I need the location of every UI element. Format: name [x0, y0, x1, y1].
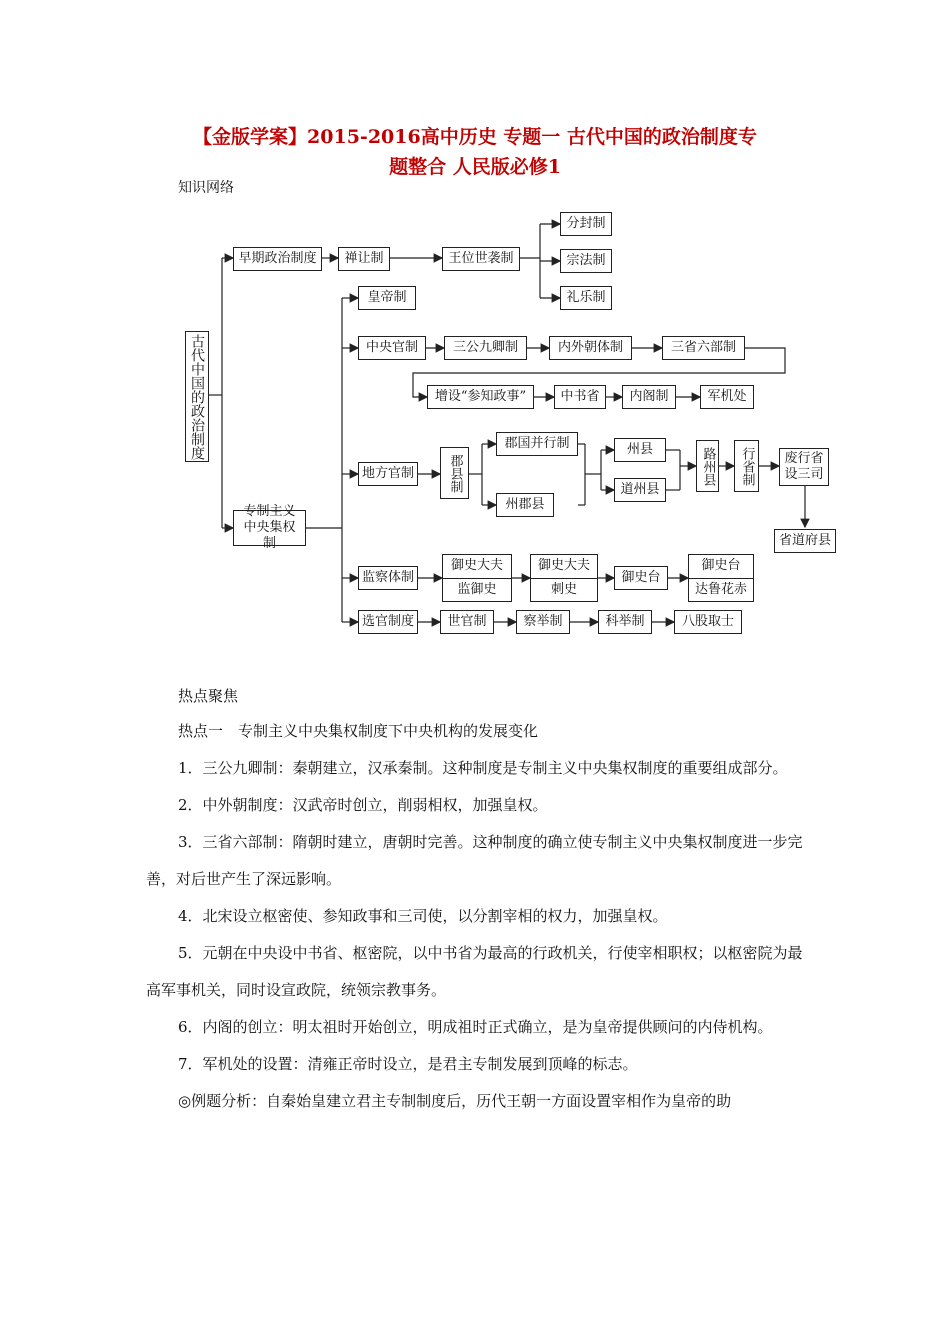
node-jiancha: 监察体制 — [358, 566, 418, 590]
node-zhoujun: 州郡县 — [496, 493, 554, 517]
node-xingsheng: 行省制 — [734, 440, 759, 492]
hot-topic-items — [146, 750, 816, 1120]
node-yushitai-yuan — [688, 554, 754, 602]
item-4: 4．北宋设立枢密使、参知政事和三司使，以分割宰相的权力，加强皇权。 — [178, 907, 668, 925]
document-title-line1: 【金版学案】2015-2016高中历史 专题一 古代中国的政治制度专 — [193, 126, 757, 148]
node-yushi-han-top: 御史大夫 — [537, 558, 590, 574]
node-junxian: 郡县制 — [440, 447, 469, 499]
node-junguo: 郡国并行制 — [496, 432, 578, 456]
node-yushi-qin-top: 御史大夫 — [450, 558, 503, 574]
node-huangdi: 皇帝制 — [358, 286, 416, 310]
section-knowledge-network: 知识网络 — [178, 180, 234, 196]
node-daozhou: 道州县 — [614, 478, 666, 502]
node-feixing: 废行省设三司 — [779, 448, 829, 486]
node-early-political: 早期政治制度 — [233, 247, 322, 271]
item-1: 1．三公九卿制：秦朝建立，汉承秦制。这种制度是专制主义中央集权制度的重要组成部分。 — [178, 759, 788, 777]
node-yushi-qin-bottom: 监御史 — [443, 578, 511, 602]
node-wangwei: 王位世袭制 — [442, 247, 520, 271]
hot-topic-1-heading: 热点一 专制主义中央集权制度下中央机构的发展变化 — [178, 722, 539, 740]
node-shengdao: 省道府县 — [774, 529, 836, 553]
node-fenfeng: 分封制 — [560, 212, 612, 236]
node-junji: 军机处 — [700, 385, 754, 409]
node-yushi-qin — [442, 554, 512, 602]
item-2: 2．中外朝制度：汉武帝时创立，削弱相权，加强皇权。 — [178, 796, 548, 814]
node-keju: 科举制 — [598, 610, 652, 634]
node-zhouxian: 州县 — [614, 438, 666, 462]
node-liyue: 礼乐制 — [560, 286, 612, 310]
node-yushitai-yuan-top: 御史台 — [701, 558, 741, 574]
node-luzhou: 路州县 — [696, 440, 719, 492]
node-xuanguan: 选官制度 — [358, 610, 418, 634]
node-zongfa: 宗法制 — [560, 249, 612, 273]
node-zengshe: 增设“参知政事” — [427, 385, 534, 409]
item-5: 5．元朝在中央设中书省、枢密院，以中书省为最高的行政机关，行使宰相职权；以枢密院为最高军事机关，同时设宣政院，统领宗教事务。 — [146, 944, 803, 999]
node-yushi-han — [530, 554, 598, 602]
node-zhongyang: 中央官制 — [358, 336, 426, 360]
node-difang: 地方官制 — [358, 462, 418, 486]
node-sansheng: 三省六部制 — [662, 336, 745, 360]
node-bagu: 八股取士 — [674, 610, 742, 634]
node-yushi-han-bottom: 刺史 — [531, 578, 597, 602]
item-7: 7．军机处的设置：清雍正帝时设立，是君主专制发展到顶峰的标志。 — [178, 1055, 638, 1073]
node-chaju: 察举制 — [516, 610, 570, 634]
item-3: 3．三省六部制：隋朝时建立，唐朝时完善。这种制度的确立使专制主义中央集权制度进一步完善，对后世产生了深远影响。 — [146, 833, 803, 888]
node-neiwai: 内外朝体制 — [549, 336, 632, 360]
node-yushitai-yuan-bottom: 达鲁花赤 — [689, 578, 753, 602]
document-title-line2: 题整合 人民版必修1 — [389, 156, 561, 178]
example-analysis: ◎例题分析：自秦始皇建立君主专制制度后，历代王朝一方面设置宰相作为皇帝的助 — [178, 1092, 732, 1110]
node-zhuanzhi: 专制主义中央集权制 — [233, 510, 306, 546]
node-yushitai: 御史台 — [614, 566, 668, 590]
section-hot-topics: 热点聚焦 — [178, 687, 239, 705]
node-neige: 内阁制 — [622, 385, 676, 409]
node-zhongshu: 中书省 — [554, 385, 606, 409]
node-sangong: 三公九卿制 — [444, 336, 527, 360]
node-shiguan: 世官制 — [440, 610, 494, 634]
node-root: 古代中国的政治制度 — [185, 331, 209, 462]
item-6: 6．内阁的创立：明太祖时开始创立，明成祖时正式确立，是为皇帝提供顾问的内侍机构。 — [178, 1018, 773, 1036]
node-chanrang: 禅让制 — [338, 247, 390, 271]
